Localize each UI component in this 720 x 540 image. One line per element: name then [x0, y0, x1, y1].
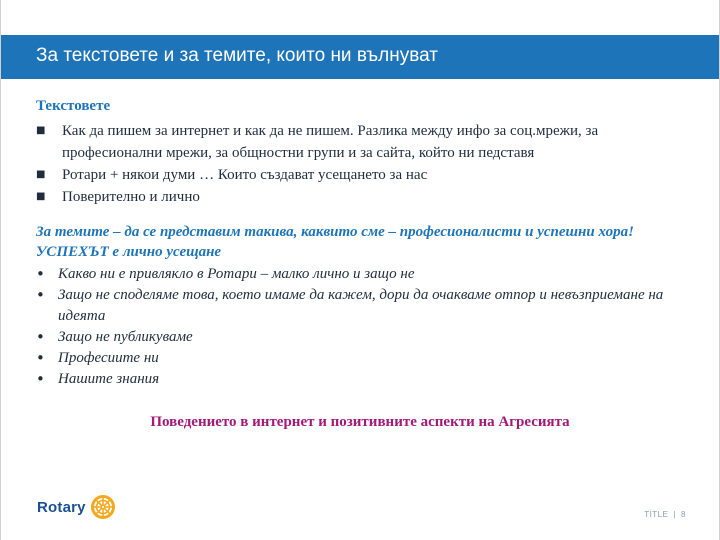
list-item [36, 120, 676, 164]
rotary-logo [37, 494, 116, 520]
title-bar [1, 35, 719, 79]
section2 [36, 222, 676, 390]
section2-list [36, 264, 676, 390]
closing-statement: Поведението в интернет и позитивните аспекти на Агресията [150, 414, 570, 430]
slide-title: За текстовете и за темите, които ни вълнуват [36, 45, 438, 66]
dot-bullet-icon: • [36, 349, 45, 367]
list-item-text: Поверително и лично [62, 189, 200, 205]
list-item [36, 186, 676, 208]
square-bullet-icon: ■ [36, 125, 46, 136]
footer [644, 510, 686, 519]
logo-text: Rotary [37, 498, 86, 516]
list-item-text: Професиите ни [58, 350, 159, 366]
dot-bullet-icon: • [36, 370, 45, 388]
list-item [36, 348, 676, 369]
section2-heading: За темите – да се представим такива, каквито сме – професионалисти и успешни хора! УСПЕХЪТ е лично усещане [36, 224, 634, 260]
list-item-text: Какво ни е привлякло в Ротари – малко лично и защо не [58, 266, 415, 282]
list-item-text: Защо не споделяме това, което имаме да кажем, дори да очакваме отпор и невъзприемане на идеята [58, 287, 664, 324]
slide-content [36, 95, 676, 390]
rotary-wheel-icon [90, 494, 116, 520]
list-item [36, 285, 676, 327]
slide-border-left [0, 0, 1, 540]
dot-bullet-icon: • [36, 286, 45, 304]
section1-heading: Текстовете [36, 98, 111, 114]
list-item-text: Защо не публикуваме [58, 329, 193, 345]
list-item [36, 327, 676, 348]
dot-bullet-icon: • [36, 328, 45, 346]
list-item [36, 369, 676, 390]
list-item-text: Ротари + някои думи … Които създават усещането за нас [62, 167, 428, 183]
list-item [36, 264, 676, 285]
dot-bullet-icon: • [36, 265, 45, 283]
footer-label: TITLE [644, 510, 669, 519]
list-item-text: Нашите знания [58, 371, 160, 387]
page-number: 8 [681, 510, 686, 519]
footer-separator: | [673, 510, 677, 519]
square-bullet-icon: ■ [36, 191, 46, 202]
square-bullet-icon: ■ [36, 169, 46, 180]
list-item-text: Как да пишем за интернет и как да не пишем. Разлика между инфо за соц.мрежи, за професионални мрежи, за общностни групи и за сайта, който ни педставя [62, 123, 599, 161]
section1-list [36, 120, 676, 208]
list-item [36, 164, 676, 186]
